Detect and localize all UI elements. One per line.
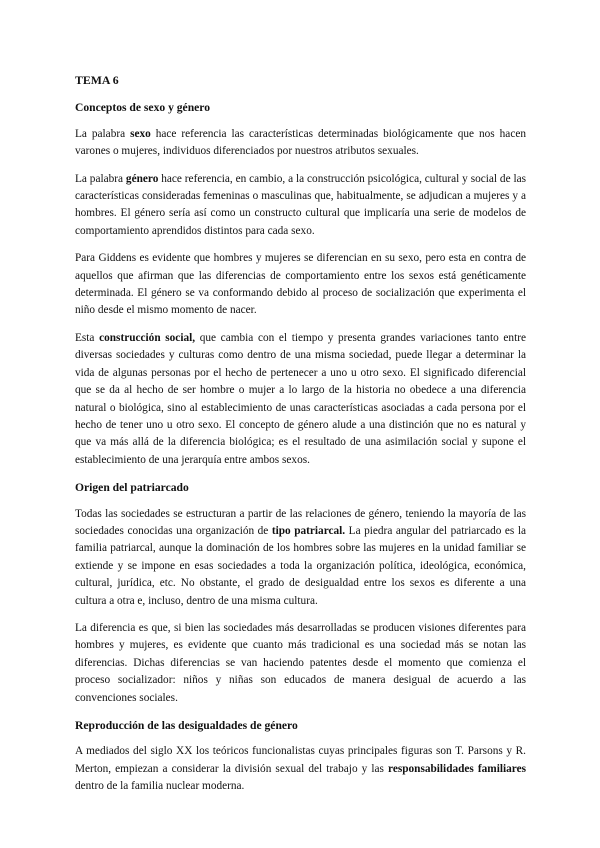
- bold-term-responsabilidades-familiares: responsabilidades familiares: [388, 762, 526, 775]
- bold-term-sexo: sexo: [130, 127, 151, 140]
- paragraph-giddens: Para Giddens es evidente que hombres y mujeres se diferencian en su sexo, pero esta en contra de aquellos que afirman que las diferencias de comportamiento entre los sexos está genéticamente determinada. El género se va conformando debido al proceso de socialización que experimenta el niño desde el mismo momento de nacer.: [75, 252, 526, 317]
- paragraph-funcionalistas: A mediados del siglo XX los teóricos funcionalistas cuyas principales figuras son T. Parsons y R. Merton, empiezan a considerar la división sexual del trabajo y las responsabilidades familiares dentro de la familia nuclear moderna.: [75, 745, 526, 793]
- document-title: TEMA 6: [75, 73, 119, 87]
- paragraph-construccion-social: Esta construcción social, que cambia con el tiempo y presenta grandes variaciones tanto entre diversas sociedades y culturas como dentro de una misma sociedad, puede llegar a determinar la vida de algunas personas por el hecho de pertenecer a uno u otro sexo. El significado diferencial que se da al hecho de ser hombre o mujer a lo largo de la historia no obedece a una diferencia natural o biológica, sino al establecimiento de unas características asociadas a cada persona por el hecho de tener uno u otro sexo. El concepto de género alude a una distinción que no es natural y que va más allá de la diferencia biológica; es el resultado de una asimilación social y supone el establecimiento de una jerarquía entre ambos sexos.: [75, 331, 526, 466]
- section-heading-patriarcado: Origen del patriarcado: [75, 481, 189, 495]
- section-heading-reproduccion: Reproducción de las desigualdades de género: [75, 719, 298, 732]
- bold-term-construccion-social: construcción social,: [99, 331, 196, 344]
- bold-term-genero: género: [125, 172, 159, 185]
- document-body: [75, 72, 526, 806]
- paragraph-genero: La palabra género hace referencia, en cambio, a la construcción psicológica, cultural y social de las características consideradas femeninas o masculinas que, habitualmente, se adjudican a mujeres y a hombres. El género sería así como un constructo cultural que implicaría una serie de modelos de comportamiento aprendidos distintos para cada sexo.: [75, 172, 527, 237]
- paragraph-diferencias: La diferencia es que, si bien las sociedades más desarrolladas se producen visiones diferentes para hombres y mujeres, es evidente que cuanto más tradicional es una sociedad más se notan las diferencias. Dichas diferencias se van haciendo patentes desde el momento que comienza el proceso socializador: niños y niñas son educados de manera desigual de acuerdo a las convenciones sociales.: [75, 621, 526, 704]
- bold-term-tipo-patriarcal: tipo patriarcal.: [271, 524, 346, 537]
- paragraph-patriarcado: Todas las sociedades se estructuran a partir de las relaciones de género, teniendo la mayoría de las sociedades conocidas una organización de tipo patriarcal. La piedra angular del patriarcado es la familia patriarcal, aunque la dominación de los hombres sobre las mujeres en la unidad familiar se extiende y se impone en esas sociedades a toda la organización política, ideológica, económica, cultural, jurídica, etc. No obstante, el grado de desigualdad entre los sexos es diferente a una cultura a otra e, incluso, dentro de una misma cultura.: [75, 507, 526, 607]
- section-heading-sexo-genero: Conceptos de sexo y género: [75, 101, 211, 115]
- paragraph-sexo: La palabra sexo hace referencia las características determinadas biológicamente que nos hacen varones o mujeres, individuos diferenciados por nuestros atributos sexuales.: [75, 127, 526, 158]
